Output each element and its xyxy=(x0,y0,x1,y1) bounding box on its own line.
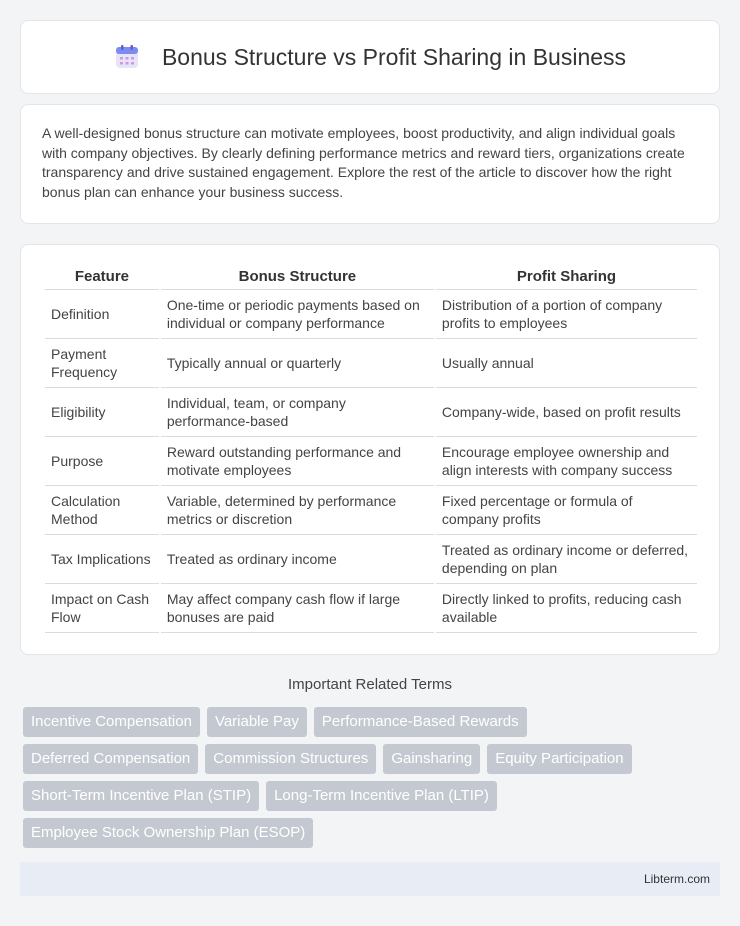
feature-cell: Calculation Method xyxy=(45,486,159,535)
tag-incentive-compensation[interactable]: Incentive Compensation xyxy=(23,707,200,737)
tag-row xyxy=(23,744,723,774)
profit-cell: Distribution of a portion of company profits to employees xyxy=(436,290,697,339)
tag-performance-based-rewards[interactable]: Performance-Based Rewards xyxy=(314,707,527,737)
tag-equity-participation[interactable]: Equity Participation xyxy=(487,744,631,774)
column-header-bonus: Bonus Structure xyxy=(161,263,434,290)
table-row xyxy=(45,535,697,584)
bonus-cell: Reward outstanding performance and motivate employees xyxy=(161,437,434,486)
tag-ltip[interactable]: Long-Term Incentive Plan (LTIP) xyxy=(266,781,497,811)
intro-text: A well-designed bonus structure can motivate employees, boost productivity, and align individual goals with company objectives. By clearly defining performance metrics and reward tiers, organizations create transparency and drive sustained engagement. Explore the rest of the article to discover how the right bonus plan can enhance your business success. xyxy=(42,125,685,200)
tag-row xyxy=(23,707,723,737)
bonus-cell: One-time or periodic payments based on individual or company performance xyxy=(161,290,434,339)
comparison-table-card xyxy=(20,244,720,655)
table-row xyxy=(45,339,697,388)
table-row xyxy=(45,486,697,535)
comparison-table xyxy=(43,263,699,633)
bonus-cell: Typically annual or quarterly xyxy=(161,339,434,388)
profit-cell: Fixed percentage or formula of company profits xyxy=(436,486,697,535)
column-header-profit: Profit Sharing xyxy=(436,263,697,290)
column-header-feature: Feature xyxy=(45,263,159,290)
bonus-cell: May affect company cash flow if large bonuses are paid xyxy=(161,584,434,633)
profit-cell: Usually annual xyxy=(436,339,697,388)
bonus-cell: Variable, determined by performance metrics or discretion xyxy=(161,486,434,535)
page-title: Bonus Structure vs Profit Sharing in Business xyxy=(161,43,627,70)
profit-cell: Company-wide, based on profit results xyxy=(436,388,697,437)
feature-cell: Definition xyxy=(45,290,159,339)
feature-cell: Payment Frequency xyxy=(45,339,159,388)
related-terms xyxy=(23,707,723,855)
tag-variable-pay[interactable]: Variable Pay xyxy=(207,707,307,737)
tag-deferred-compensation[interactable]: Deferred Compensation xyxy=(23,744,198,774)
calendar-icon xyxy=(114,44,140,70)
tag-row xyxy=(23,818,723,848)
tag-gainsharing[interactable]: Gainsharing xyxy=(383,744,480,774)
profit-cell: Encourage employee ownership and align interests with company success xyxy=(436,437,697,486)
feature-cell: Purpose xyxy=(45,437,159,486)
feature-cell: Tax Implications xyxy=(45,535,159,584)
header-card xyxy=(20,20,720,94)
table-row xyxy=(45,584,697,633)
table-row xyxy=(45,290,697,339)
table-row xyxy=(45,437,697,486)
tag-stip[interactable]: Short-Term Incentive Plan (STIP) xyxy=(23,781,259,811)
related-terms-title: Important Related Terms xyxy=(288,676,452,693)
table-row xyxy=(45,388,697,437)
feature-cell: Eligibility xyxy=(45,388,159,437)
profit-cell: Directly linked to profits, reducing cash available xyxy=(436,584,697,633)
feature-cell: Impact on Cash Flow xyxy=(45,584,159,633)
profit-cell: Treated as ordinary income or deferred, depending on plan xyxy=(436,535,697,584)
tag-esop[interactable]: Employee Stock Ownership Plan (ESOP) xyxy=(23,818,313,848)
bonus-cell: Individual, team, or company performance-based xyxy=(161,388,434,437)
footer-site-link[interactable]: Libterm.com xyxy=(643,872,710,886)
bonus-cell: Treated as ordinary income xyxy=(161,535,434,584)
tag-commission-structures[interactable]: Commission Structures xyxy=(205,744,376,774)
intro-card xyxy=(20,104,720,224)
footer xyxy=(20,862,720,896)
tag-row xyxy=(23,781,723,811)
